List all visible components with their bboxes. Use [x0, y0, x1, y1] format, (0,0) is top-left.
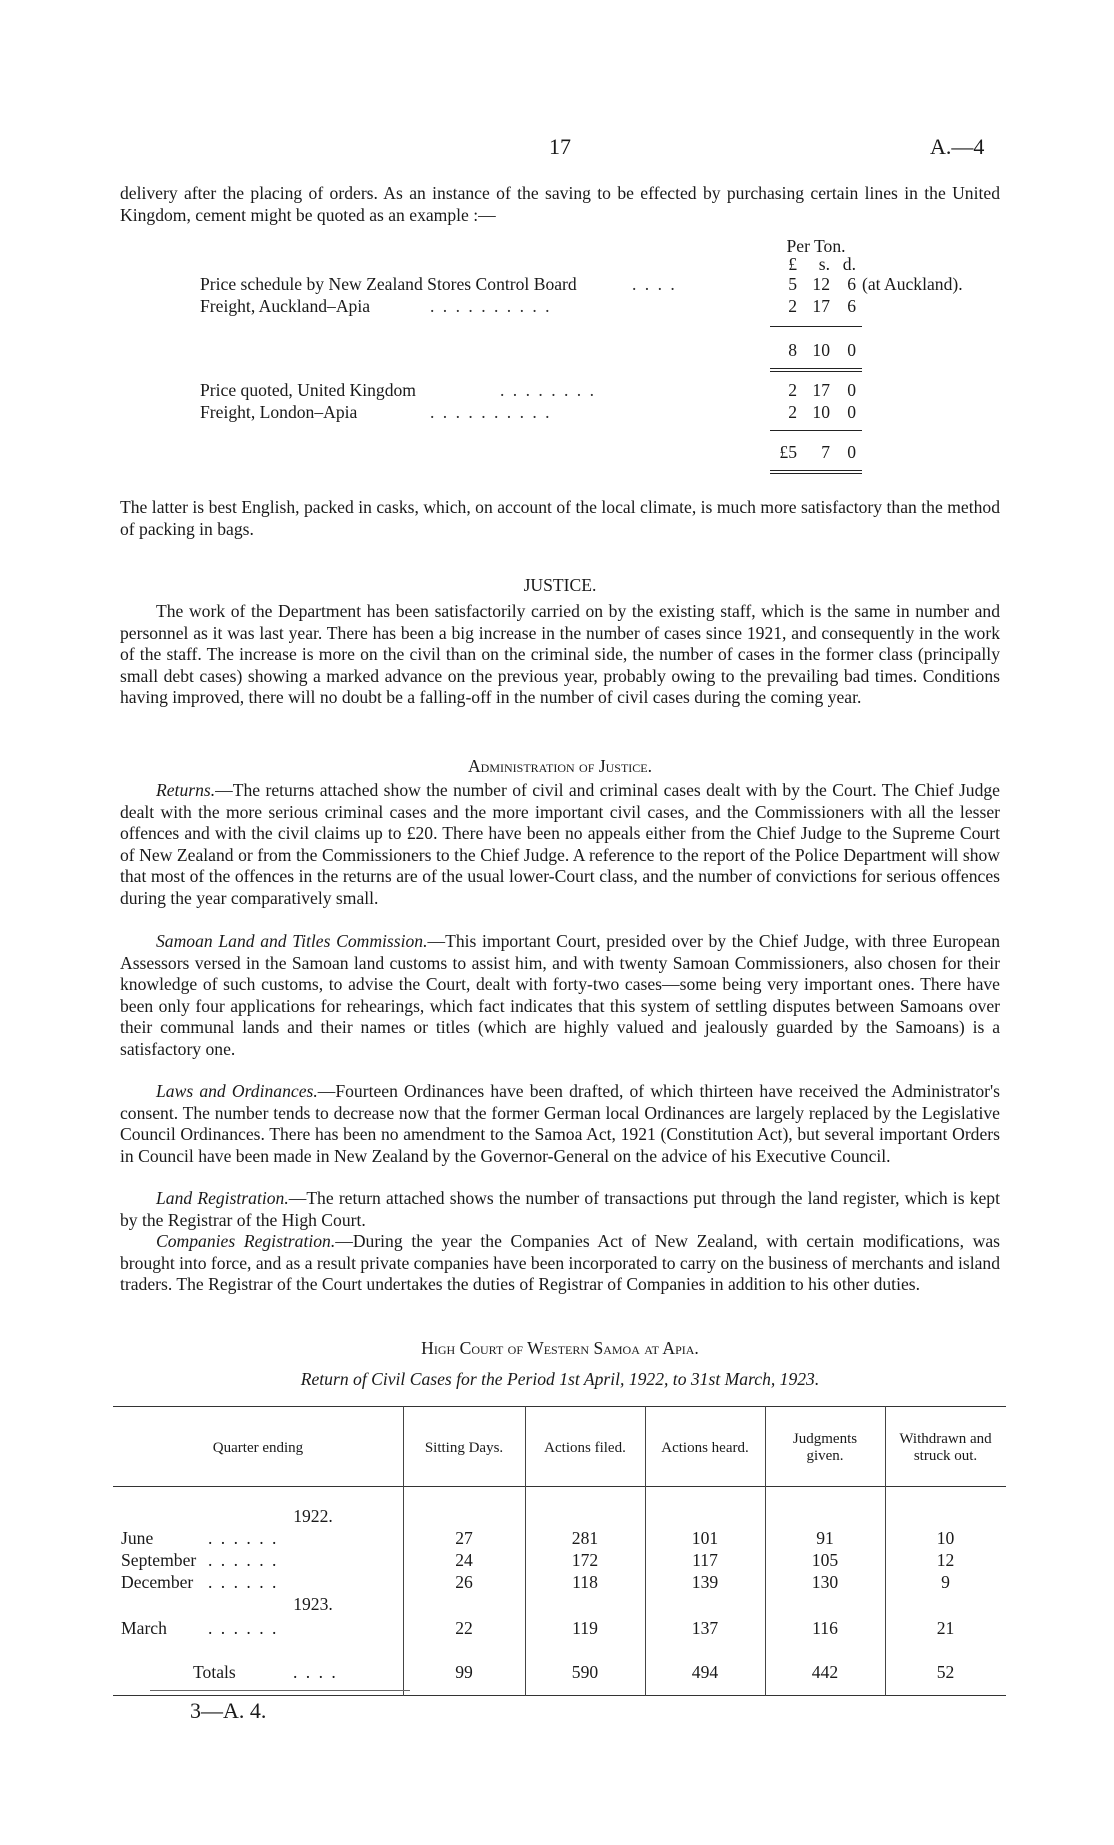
schedule-row-label: Price quoted, United Kingdom: [200, 380, 416, 400]
leader-dots: . . . . . . . . . .: [430, 402, 552, 422]
shillings-value: 10: [812, 402, 830, 422]
schedule-total-row: [120, 442, 1020, 464]
year-label: 1923.: [293, 1594, 333, 1614]
court-heading: High Court of Western Samoa at Apia.: [421, 1338, 699, 1358]
land-titles-paragraph: [120, 931, 1000, 1060]
judgments-cell: 116: [812, 1618, 838, 1638]
sitting-days-cell: 24: [455, 1550, 473, 1570]
withdrawn-cell: 9: [941, 1572, 950, 1592]
shillings-value: 10: [812, 340, 830, 360]
col-d-header: d.: [842, 254, 856, 274]
quarter-label: March: [121, 1618, 167, 1638]
pence-value: 6: [847, 274, 856, 294]
judgments-cell: 91: [816, 1528, 834, 1548]
actions-filed-cell: 118: [572, 1572, 598, 1592]
leader-dots: . . . . . .: [208, 1528, 279, 1548]
header-actions-filed: Actions filed.: [544, 1439, 626, 1456]
footer-signature: 3—A. 4.: [190, 1698, 267, 1723]
total-actions-filed: 590: [571, 1662, 599, 1682]
pence-value: 6: [847, 296, 856, 316]
shillings-value: 12: [812, 274, 830, 294]
leader-dots: . . . .: [293, 1662, 338, 1682]
total-withdrawn: 52: [936, 1662, 955, 1682]
laws-text: —Fourteen Ordinances have been drafted, of which thirteen have received the Administrator's consent. The number tends to decrease now that the former German local Ordinances are largely replaced by the Legislative Council Ordinances. There has been no amendment to the Samoa Act, 1921 (Constitution Act), but several important Orders in Council have been made in New Zealand by the Governor-General on the advice of his Executive Council.: [120, 1081, 1000, 1166]
sitting-days-cell: 27: [455, 1528, 473, 1548]
table-rule-bottom: [113, 1695, 1006, 1696]
returns-text: —The returns attached show the number of civil and criminal cases dealt with by the Court. The Chief Judge dealt with the more serious criminal cases and the more important civil cases, and the Commissioners with all the lesser offences and with the civil claims up to £20. There have been no appeals either from the Chief Judge to the Supreme Court of New Zealand or from the Commissioners to the Chief Judge. A reference to the report of the Police Department will show that most of the offences in the returns are of the usual lower-Court class, and the number of convictions for serious offences during the year comparatively small.: [120, 780, 1000, 908]
laws-title: Laws and Ordinances.: [156, 1081, 318, 1101]
double-rule-top: [770, 470, 862, 471]
header-quarter-ending: Quarter ending: [212, 1439, 304, 1456]
total-sitting-days: 99: [455, 1662, 473, 1682]
leader-dots: . . . . . .: [208, 1618, 279, 1638]
companies-title: Companies Registration.: [156, 1231, 336, 1251]
actions-heard-cell: 137: [691, 1618, 719, 1638]
shillings-value: 17: [812, 296, 830, 316]
judgments-cell: 105: [811, 1550, 839, 1570]
land-titles-title: Samoan Land and Titles Commission.: [156, 931, 428, 951]
actions-heard-cell: 101: [691, 1528, 719, 1548]
schedule-row: [120, 296, 1020, 318]
leader-dots: . . . . . . . .: [500, 380, 596, 400]
companies-text: —During the year the Companies Act of New Zealand, with certain modifications, was brought into force, and as a result private companies have been incorporated to carry on the business of merchants and island traders. The Registrar of the Court undertakes the duties of Registrar of Companies in addition to his other duties.: [120, 1231, 1000, 1294]
pence-value: 0: [847, 380, 856, 400]
pence-value: 0: [847, 442, 856, 462]
pounds-value: 2: [788, 296, 797, 316]
double-rule-bottom: [770, 371, 862, 372]
land-titles-text: —This important Court, presided over by the Chief Judge, with three European Assessors versed in the Samoan land customs to assist him, and with twenty Samoan Commissioners, also chosen for their knowledge of such customs, to advise the Court, dealt with forty-two cases—some being very important ones. There have been only four applications for rehearings, which fact indicates that this system of settling disputes between Samoans over their communal lands and their names or titles (which are highly valued and jealously guarded by the Samoans) is a satisfactory one.: [120, 931, 1000, 1059]
schedule-row: [120, 380, 1020, 402]
companies-paragraph: [120, 1231, 1000, 1296]
col-pound-header: £: [788, 254, 797, 274]
schedule-row: [120, 402, 1020, 424]
justice-paragraph: The work of the Department has been satisfactorily carried on by the existing staff, which is the same in number and personnel as it was last year. There has been a big increase in the number of cases since 1921, and consequently in the work of the staff. The increase is more on the civil than on the criminal side, the number of cases in the former class (principally small debt cases) showing a marked advance on the previous year, probably owing to the prevailing bad times. Conditions having improved, there will no doubt be a falling-off in the number of civil cases during the coming year.: [120, 601, 1000, 707]
quarter-label: December: [121, 1572, 194, 1592]
withdrawn-cell: 10: [936, 1528, 955, 1548]
administration-heading: Administration of Justice.: [467, 756, 653, 776]
packing-paragraph: The latter is best English, packed in casks, which, on account of the local climate, is much more satisfactory than the method of packing in bags.: [120, 497, 1000, 539]
shillings-value: 17: [812, 380, 830, 400]
returns-title: Returns.: [156, 780, 216, 800]
footer-rule: [150, 1690, 410, 1691]
actions-heard-cell: 117: [692, 1550, 718, 1570]
schedule-row-label: Freight, Auckland–Apia: [200, 296, 371, 316]
year-label: 1922.: [293, 1506, 333, 1526]
quarter-label: September: [121, 1550, 197, 1570]
withdrawn-cell: 21: [936, 1618, 955, 1638]
leader-dots: . . . .: [632, 274, 677, 294]
court-subtitle: Return of Civil Cases for the Period 1st April, 1922, to 31st March, 1923.: [300, 1369, 820, 1389]
withdrawn-cell: 12: [936, 1550, 955, 1570]
header-sitting-days: Sitting Days.: [424, 1439, 504, 1456]
justice-heading: JUSTICE.: [523, 575, 597, 595]
sitting-days-cell: 26: [455, 1572, 473, 1592]
header-judgments-given: Judgments given.: [792, 1431, 858, 1464]
table-rule-header: [113, 1486, 1006, 1487]
actions-filed-cell: 119: [572, 1618, 598, 1638]
schedule-note: (at Auckland).: [862, 274, 963, 294]
schedule-row: [120, 274, 1020, 296]
pence-value: 0: [847, 402, 856, 422]
leader-dots: . . . . . .: [208, 1572, 279, 1592]
actions-filed-cell: 281: [571, 1528, 599, 1548]
totals-label: Totals: [193, 1662, 236, 1682]
quarter-label: June: [121, 1528, 154, 1548]
laws-paragraph: [120, 1081, 1000, 1167]
leader-dots: . . . . . .: [208, 1550, 279, 1570]
pounds-value: 8: [788, 340, 797, 360]
pounds-value: 2: [788, 402, 797, 422]
shillings-value: 7: [821, 442, 830, 462]
intro-paragraph: delivery after the placing of orders. As an instance of the saving to be effected by purchasing certain lines in the United Kingdom, cement might be quoted as an example :—: [120, 183, 1000, 225]
double-rule-bottom: [770, 473, 862, 474]
schedule-row-label: Freight, London–Apia: [200, 402, 358, 422]
pence-value: 0: [847, 340, 856, 360]
page-number: 17: [549, 134, 571, 159]
land-registration-text: —The return attached shows the number of transactions put through the land register, which is kept by the Registrar of the High Court.: [120, 1188, 1000, 1230]
total-judgments: 442: [811, 1662, 839, 1682]
land-registration-title: Land Registration.: [156, 1188, 289, 1208]
col-s-header: s.: [818, 254, 830, 274]
document-reference: A.—4: [930, 134, 985, 159]
sum-rule: [770, 430, 862, 431]
pounds-value: 5: [788, 274, 797, 294]
actions-filed-cell: 172: [571, 1550, 599, 1570]
schedule-subtotal-row: [120, 340, 1020, 362]
header-withdrawn: Withdrawn and struck out.: [899, 1431, 992, 1464]
table-rule-top: [113, 1406, 1006, 1407]
returns-paragraph: [120, 780, 1000, 909]
header-actions-heard: Actions heard.: [661, 1439, 749, 1456]
total-actions-heard: 494: [691, 1662, 719, 1682]
sum-rule: [770, 326, 862, 327]
price-schedule: [120, 236, 1020, 476]
schedule-row-label: Price schedule by New Zealand Stores Control Board: [200, 274, 577, 294]
judgments-cell: 130: [811, 1572, 839, 1592]
pounds-value: £5: [779, 442, 797, 462]
pounds-value: 2: [788, 380, 797, 400]
leader-dots: . . . . . . . . . .: [430, 296, 552, 316]
sitting-days-cell: 22: [455, 1618, 473, 1638]
civil-cases-table: [113, 1406, 1006, 1696]
unit-header: Per Ton.: [786, 236, 846, 256]
double-rule-top: [770, 368, 862, 369]
land-registration-paragraph: [120, 1188, 1000, 1231]
actions-heard-cell: 139: [691, 1572, 719, 1592]
